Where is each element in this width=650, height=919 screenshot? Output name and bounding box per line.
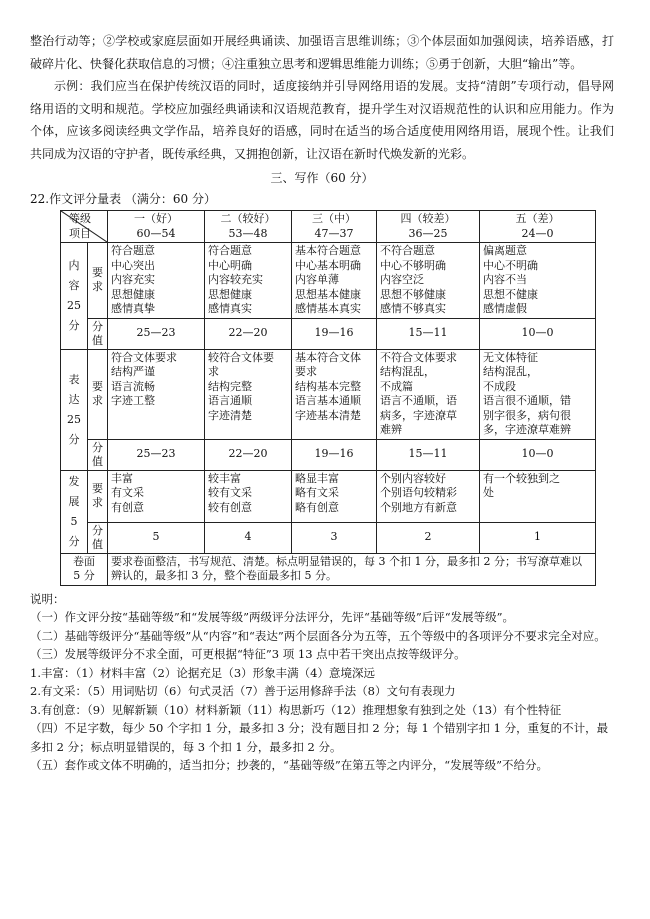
- expression-requirement-level-1: [108, 349, 205, 439]
- notes-line-3: （三）发展等级评分不求全面，可更根据“特征”3 项 13 点中若干突出点按等级评分。: [30, 647, 466, 661]
- scoring-notes: [30, 590, 614, 775]
- level-name: 二（较好）: [220, 212, 276, 225]
- content-req-5-line-1: 中心不明确: [483, 258, 538, 272]
- content-req-1-line-3: 思想健康: [111, 287, 155, 301]
- expression-score-level-5: 10—0: [480, 439, 596, 470]
- development-fenzhi-label: [88, 522, 108, 553]
- neatness-row: [61, 553, 596, 585]
- notes-lines: [30, 608, 614, 775]
- content-requirement-level-5: [480, 243, 596, 319]
- content-yaoqiu-line-1: 求: [92, 280, 103, 294]
- header-grade-label: 等级: [69, 212, 91, 225]
- expression-req-1-line-1: 结构严谨: [111, 365, 155, 378]
- development-req-2-line-2: 较有创意: [208, 500, 252, 514]
- development-req-1-line-1: 有文采: [111, 486, 144, 499]
- content-score-level-2: 22—20: [205, 318, 292, 349]
- development-label-line-3: 分: [68, 534, 80, 548]
- expression-fenzhi-line-1: 值: [92, 454, 103, 468]
- expression-req-3-line-3: 语言基本通顺: [295, 394, 361, 407]
- content-fenzhi-line-1: 值: [92, 333, 103, 347]
- content-req-3-line-2: 内容单薄: [295, 273, 339, 286]
- development-requirement-level-4: [377, 470, 480, 522]
- expression-req-3-line-4: 字迹基本清楚: [295, 408, 361, 422]
- content-req-4-line-2: 内容空泛: [380, 273, 424, 286]
- development-score-level-1: 5: [108, 522, 205, 553]
- development-req-3-line-1: 略有文采: [295, 486, 339, 499]
- expression-req-4-line-3: 语言不通顺，语: [380, 394, 457, 407]
- level-name: 三（中）: [312, 212, 356, 225]
- development-req-5-line-0: 有一个较独到之: [483, 471, 560, 485]
- expression-requirement-level-2: [205, 349, 292, 439]
- expression-score-level-1: 25—23: [108, 439, 205, 470]
- content-requirement-level-4: [377, 243, 480, 319]
- expression-req-4-line-2: 不成篇: [380, 379, 413, 393]
- expression-req-2-line-1: 求: [208, 365, 219, 378]
- expression-req-2-line-2: 结构完整: [208, 379, 252, 393]
- level-header-1: [108, 211, 205, 243]
- notes-title: 说明：: [30, 591, 65, 606]
- content-requirement-row: [61, 243, 596, 319]
- notes-line-8: （五）套作或文体不明确的，适当扣分；抄袭的，“基础等级”在第五等之内评分，“发展等级”不给分。: [30, 758, 549, 772]
- content-score-row: [61, 318, 596, 349]
- expression-label-line-0: 表: [68, 372, 80, 386]
- expression-yaoqiu-line-1: 求: [92, 394, 103, 407]
- content-requirement-level-3: [292, 243, 377, 319]
- content-req-4-line-3: 思想不够健康: [380, 287, 446, 301]
- development-fenzhi-line-1: 值: [92, 537, 103, 551]
- development-req-2-line-0: 较丰富: [208, 471, 241, 485]
- content-fenzhi-line-0: 分: [92, 319, 103, 333]
- development-score-row: [61, 522, 596, 553]
- expression-req-5-line-5: 多，字迹潦草难辨: [483, 423, 571, 436]
- content-yaoqiu-label: [88, 243, 108, 319]
- section-heading: 三、写作（60 分）: [270, 171, 374, 185]
- expression-req-5-line-4: 别字很多，病句很: [483, 408, 571, 422]
- level-range: 24—0: [521, 226, 554, 240]
- expression-yaoqiu-label: [88, 349, 108, 439]
- level-range: 60—54: [136, 226, 176, 240]
- expression-req-2-line-0: 较符合文体要: [208, 350, 274, 364]
- level-range: 47—37: [314, 226, 354, 240]
- content-score-level-1: 25—23: [108, 318, 205, 349]
- expression-score-level-3: 19—16: [292, 439, 377, 470]
- notes-line-7: （四）不足字数，每少 50 个字扣 1 分，最多扣 3 分；没有题目扣 2 分；每 1 个错别字扣 1 分，重复的不计，最多扣 2 分；标点明显错误的，每 3 个扣 1 分，最多扣 2 分。: [30, 721, 609, 754]
- content-req-2-line-1: 中心明确: [208, 258, 252, 272]
- content-req-5-line-2: 内容不当: [483, 273, 527, 286]
- expression-req-4-line-4: 病多，字迹潦草: [380, 408, 457, 422]
- rubric-corner-cell: [61, 211, 108, 243]
- development-requirement-level-2: [205, 470, 292, 522]
- content-req-5-line-4: 感情虚假: [483, 302, 527, 315]
- expression-req-5-line-0: 无文体特征: [483, 350, 538, 364]
- development-req-5-line-1: 处: [483, 486, 494, 499]
- content-req-1-line-1: 中心突出: [111, 258, 155, 272]
- development-req-1-line-2: 有创意: [111, 500, 144, 514]
- content-score-level-4: 15—11: [377, 318, 480, 349]
- content-req-4-line-1: 中心不够明确: [380, 258, 446, 272]
- expression-score-row: [61, 439, 596, 470]
- expression-req-4-line-5: 难辨: [380, 423, 402, 436]
- level-name: 一（好）: [134, 212, 178, 225]
- development-yaoqiu-line-0: 要: [92, 482, 103, 495]
- expression-req-1-line-3: 字迹工整: [111, 394, 155, 407]
- development-req-4-line-0: 个别内容较好: [380, 471, 446, 485]
- content-req-2-line-0: 符合题意: [208, 244, 252, 257]
- level-name: 四（较差）: [400, 212, 456, 225]
- expression-req-1-line-2: 语言流畅: [111, 379, 155, 393]
- expression-req-2-line-4: 字迹清楚: [208, 408, 252, 422]
- content-req-1-line-2: 内容充实: [111, 273, 155, 286]
- content-req-3-line-0: 基本符合题意: [295, 244, 361, 257]
- expression-req-3-line-2: 结构基本完整: [295, 379, 361, 393]
- content-req-4-line-4: 感情不够真实: [380, 302, 446, 315]
- development-label-line-2: 5: [70, 514, 78, 528]
- content-label-line-2: 25: [67, 298, 81, 312]
- content-req-3-line-3: 思想基本健康: [295, 287, 361, 301]
- header-item-label: 项目: [69, 226, 91, 240]
- content-req-1-line-0: 符合题意: [111, 244, 155, 257]
- level-range: 53—48: [228, 226, 268, 240]
- neatness-label: [61, 553, 108, 585]
- development-yaoqiu-label: [88, 470, 108, 522]
- expression-req-3-line-0: 基本符合文体: [295, 350, 361, 364]
- content-req-5-line-3: 思想不健康: [483, 287, 538, 301]
- expression-requirement-level-4: [377, 349, 480, 439]
- expression-req-2-line-3: 语言通顺: [208, 394, 252, 407]
- content-label-line-1: 容: [68, 278, 80, 292]
- level-header-5: [480, 211, 596, 243]
- development-fenzhi-line-0: 分: [92, 523, 103, 537]
- notes-line-6: 3.有创意：（9）见解新颖（10）材料新颖（11）构思新巧（12）推理想象有独到之处（13）有个性特征: [30, 702, 562, 717]
- development-req-4-line-2: 个别地方有新意: [380, 500, 457, 514]
- expression-label-line-2: 25: [67, 412, 81, 426]
- level-name: 五（差）: [515, 212, 560, 225]
- development-req-4-line-1: 个别语句较精彩: [380, 486, 457, 499]
- content-req-3-line-1: 中心基本明确: [295, 258, 361, 272]
- content-label-line-3: 分: [68, 318, 80, 332]
- expression-req-5-line-2: 不成段: [483, 379, 516, 393]
- expression-req-3-line-1: 要求: [295, 365, 317, 378]
- notes-line-1: （一）作文评分按“基础等级”和“发展等级”两级评分法评分，先评“基础等级”后评“发展等级”。: [30, 610, 515, 624]
- level-range: 36—25: [408, 226, 448, 240]
- expression-label: [61, 349, 88, 470]
- development-requirement-level-5: [480, 470, 596, 522]
- development-score-level-4: 2: [377, 522, 480, 553]
- content-score-level-3: 19—16: [292, 318, 377, 349]
- expression-label-line-1: 达: [68, 392, 80, 406]
- development-yaoqiu-line-1: 求: [92, 496, 103, 509]
- content-requirement-level-2: [205, 243, 292, 319]
- content-requirement-level-1: [108, 243, 205, 319]
- development-label-line-1: 展: [68, 494, 80, 508]
- expression-req-5-line-3: 语言很不通顺，错: [483, 394, 571, 407]
- development-req-1-line-0: 丰富: [111, 471, 133, 485]
- expression-requirement-level-5: [480, 349, 596, 439]
- content-fenzhi-label: [88, 318, 108, 349]
- content-req-2-line-4: 感情真实: [208, 302, 252, 315]
- content-req-4-line-0: 不符合题意: [380, 244, 435, 257]
- notes-line-2: （二）基础等级评分“基础等级”从“内容”和“表达”两个层面各分为五等，五个等级中的各项评分不要求完全对应。: [30, 628, 606, 643]
- expression-requirement-row: [61, 349, 596, 439]
- content-req-1-line-4: 感情真挚: [111, 302, 155, 315]
- rubric-header-row: [61, 211, 596, 243]
- development-req-2-line-1: 较有文采: [208, 486, 252, 499]
- development-requirement-level-3: [292, 470, 377, 522]
- expression-label-line-3: 分: [68, 432, 80, 446]
- level-header-4: [377, 211, 480, 243]
- expression-score-level-2: 22—20: [205, 439, 292, 470]
- content-req-3-line-4: 感情基本真实: [295, 302, 361, 315]
- expression-score-level-4: 15—11: [377, 439, 480, 470]
- scoring-rubric-table: [60, 210, 596, 586]
- content-score-level-5: 10—0: [480, 318, 596, 349]
- content-label: [61, 243, 88, 350]
- intro-paragraph-1: 整治行动等；②学校或家庭层面如开展经典诵读、加强语言思维训练；③个体层面如加强阅读，培养语感，打破碎片化、快餐化获取信息的习惯；④注重独立思考和逻辑思维能力训练；⑤勇于创新，大胆“输出”等。: [30, 34, 614, 71]
- expression-req-4-line-1: 结构混乱，: [380, 365, 435, 378]
- development-label: [61, 470, 88, 553]
- notes-line-5: 2.有文采：（5）用词贴切（6）句式灵活（7）善于运用修辞手法（8）文句有表现力: [30, 684, 456, 698]
- expression-yaoqiu-line-0: 要: [92, 380, 103, 393]
- development-requirement-row: [61, 470, 596, 522]
- content-req-2-line-3: 思想健康: [208, 287, 252, 301]
- content-label-line-0: 内: [68, 258, 80, 272]
- neatness-label-line-0: 卷面: [73, 554, 95, 568]
- development-score-level-5: 1: [480, 522, 596, 553]
- development-score-level-2: 4: [205, 522, 292, 553]
- expression-req-4-line-0: 不符合文体要求: [380, 350, 457, 364]
- development-requirement-level-1: [108, 470, 205, 522]
- expression-requirement-level-3: [292, 349, 377, 439]
- level-header-3: [292, 211, 377, 243]
- notes-line-4: 1.丰富：（1）材料丰富（2）论据充足（3）形象丰满（4）意境深远: [30, 665, 375, 680]
- intro-paragraph-2: 示例：我们应当在保护传统汉语的同时，适度接纳并引导网络用语的发展。支持“清朗”专项行动，倡导网络用语的文明和规范。学校应加强经典诵读和汉语规范教育，提升学生对汉语规范性的认识和应用能力。作为个体，应该多阅读经典文学作品，培养良好的语感，同时在适当的场合适度使用网络用语，展现个性。让我们共同成为汉语的守护者，既传承经典，又拥抱创新，让汉语在新时代焕发新的光彩。: [30, 79, 614, 161]
- development-score-level-3: 3: [292, 522, 377, 553]
- content-req-2-line-2: 内容较充实: [208, 273, 263, 286]
- expression-req-5-line-1: 结构混乱，: [483, 365, 538, 378]
- content-yaoqiu-line-0: 要: [92, 266, 103, 280]
- expression-req-1-line-0: 符合文体要求: [111, 350, 177, 364]
- neatness-text: 要求卷面整洁，书写规范、清楚。标点明显错误的，每 3 个扣 1 分，最多扣 2 分；书写潦草难以辨认的，最多扣 3 分，整个卷面最多扣 5 分。: [108, 553, 596, 585]
- expression-fenzhi-line-0: 分: [92, 440, 103, 454]
- question-title: 22.作文评分量表 （满分：60 分）: [30, 192, 216, 206]
- development-req-3-line-0: 略显丰富: [295, 471, 339, 485]
- level-header-2: [205, 211, 292, 243]
- neatness-label-line-1: 5 分: [73, 569, 95, 582]
- development-req-3-line-2: 略有创意: [295, 500, 339, 514]
- content-req-5-line-0: 偏离题意: [483, 244, 527, 257]
- expression-fenzhi-label: [88, 439, 108, 470]
- development-label-line-0: 发: [68, 474, 80, 488]
